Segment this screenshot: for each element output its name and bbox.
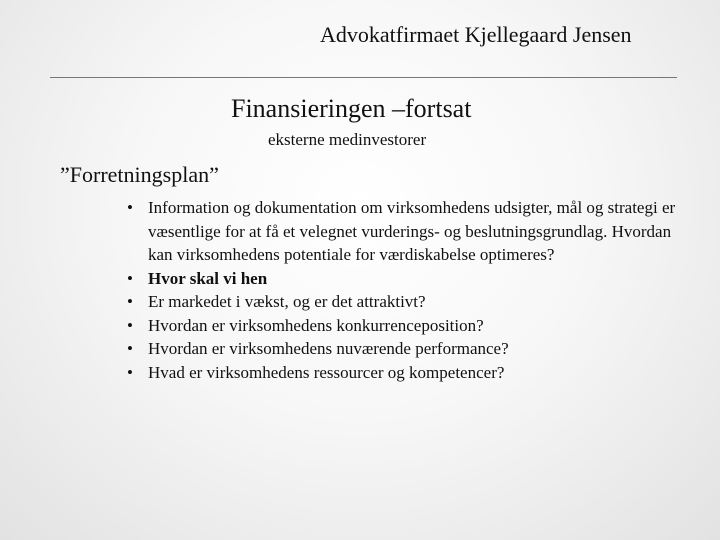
bullet-item [127,196,677,267]
bullet-text: Hvordan er virksomhedens nuværende performance? [148,339,509,358]
bullet-icon: • [127,339,133,358]
bullet-item [127,337,677,361]
bullet-item [127,361,677,385]
bullet-icon: • [127,268,133,288]
bullet-list [127,196,677,384]
slide-title: Finansieringen –fortsat [231,94,472,123]
bullet-item [127,267,677,291]
firm-name: Advokatfirmaet Kjellegaard Jensen [320,22,632,47]
bullet-text: Hvad er virksomhedens ressourcer og kompetencer? [148,362,505,382]
bullet-item [127,314,677,338]
header-divider [50,77,677,78]
bullet-item [127,290,677,314]
section-heading: ”Forretningsplan” [60,162,219,187]
bullet-icon: • [127,198,133,217]
bullet-text: Hvor skal vi hen [148,268,268,288]
bullet-text: Hvordan er virksomhedens konkurrenceposition? [148,315,484,335]
bullet-icon: • [127,292,133,311]
bullet-icon: • [127,315,133,335]
bullet-text: Er markedet i vækst, og er det attraktivt? [148,292,426,311]
slide-subtitle: eksterne medinvestorer [268,130,427,149]
bullet-icon: • [127,362,133,382]
bullet-text: Information og dokumentation om virksomhedens udsigter, mål og strategi er væsentlige for at få et velegnet vurderings- og beslutningsgrundlag. Hvordan kan virksomhedens potentiale for værdiskabelse optimeres? [148,198,676,264]
